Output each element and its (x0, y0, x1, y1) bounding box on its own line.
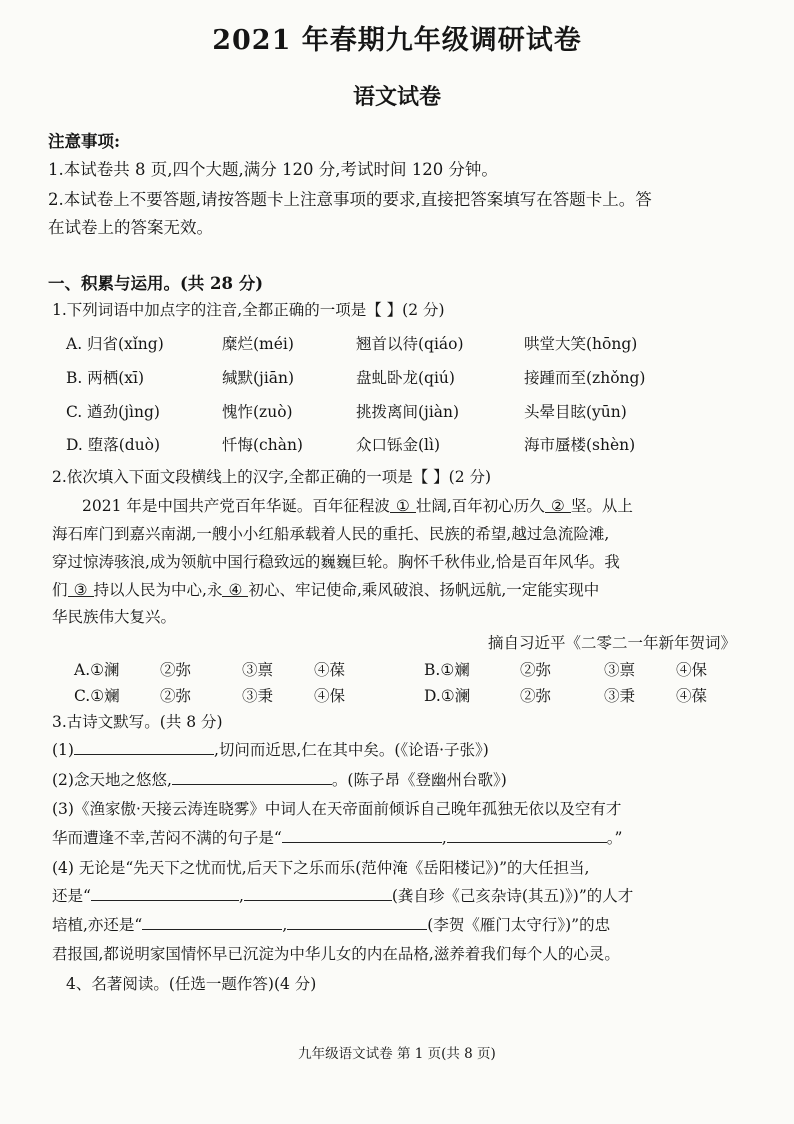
q2-option-b-2: ②弥 (520, 661, 552, 679)
q1-option-a-word-3: 翘首以待(qiáo) (356, 335, 464, 353)
q1-option-b-word-2: 缄默(jiān) (222, 369, 295, 387)
q2-option-d-2: ②弥 (520, 687, 552, 705)
q2-paragraph-line-5: 华民族伟大复兴。 (52, 608, 177, 626)
q3-blank[interactable] (282, 827, 442, 843)
q3-sentence-4-line-4: 君报国,都说明家国情怀早已沉淀为中华儿女的内在品格,滋养着我们每个人的心灵。 (52, 945, 620, 963)
q2-blank-1: ① (390, 497, 416, 513)
notice-heading: 注意事项: (48, 132, 121, 151)
q3-blank[interactable] (142, 914, 282, 930)
q1-option-a-word-2: 糜烂(méi) (222, 335, 294, 353)
q3-blank[interactable] (74, 739, 214, 755)
q2-blank-2: ② (545, 497, 571, 513)
q2-option-a-4: ④葆 (314, 661, 346, 679)
q3-text-segment: 。” (606, 829, 623, 847)
q1-option-b-word-1: B. 两栖(xī) (66, 369, 145, 387)
q3-text-segment: 。(陈子昂《登幽州台歌》) (331, 771, 507, 789)
q3-blank[interactable] (447, 827, 607, 843)
q2-text-segment: 持以人民为中心,永 (93, 581, 223, 599)
q3-blank[interactable] (91, 885, 239, 901)
q3-text-segment: , (441, 829, 447, 847)
q3-text-segment: (龚自珍《己亥杂诗(其五)》)”的人才 (391, 887, 634, 905)
q2-option-c-2: ②弥 (160, 687, 192, 705)
notice-item-2-line-2: 在试卷上的答案无效。 (48, 218, 213, 237)
q1-option-d-word-4: 海市蜃楼(shèn) (524, 436, 636, 454)
q3-stem: 3.古诗文默写。(共 8 分) (52, 713, 223, 731)
q2-text-segment: 初心、牢记使命,乘风破浪、扬帆远航,一定能实现中 (248, 581, 600, 599)
q1-option-c-word-4: 头晕目眩(yūn) (524, 403, 627, 421)
q3-sentence-2 (52, 768, 507, 790)
q3-text-segment: ,切问而近思,仁在其中矣。(《论语·子张》) (213, 741, 489, 759)
q3-sentence-1 (52, 738, 489, 760)
page-footer: 九年级语文试卷 第 1 页(共 8 页) (298, 1046, 496, 1062)
q1-option-a-word-4: 哄堂大笑(hōng) (524, 335, 638, 353)
q3-text-segment: (1) (52, 741, 74, 759)
q1-option-b-word-4: 接踵而至(zhǒng) (524, 369, 646, 387)
q2-option-c-3: ③秉 (242, 687, 274, 705)
exam-title: 2021 年春期九年级调研试卷 (212, 25, 582, 56)
q1-option-a-word-1: A. 归省(xǐng) (66, 335, 164, 353)
q3-blank[interactable] (244, 885, 392, 901)
q3-text-segment: 还是“ (52, 887, 91, 905)
q4-stem: 4、名著阅读。(任选一题作答)(4 分) (66, 975, 317, 993)
q2-option-a-2: ②弥 (160, 661, 192, 679)
q2-text-segment: 壮阔,百年初心历久 (415, 497, 545, 515)
q3-sentence-3-line-1: (3)《渔家傲·天接云涛连晓雾》中词人在天帝面前倾诉自己晚年孤独无依以及空有才 (52, 800, 622, 818)
q2-text-segment: 坚。从上 (570, 497, 633, 515)
q2-option-b-1: B.①斓 (424, 661, 470, 679)
q3-blank[interactable] (287, 914, 427, 930)
q2-blank-3: ③ (68, 581, 94, 597)
q2-option-c-4: ④保 (314, 687, 346, 705)
q1-stem: 1.下列词语中加点字的注音,全都正确的一项是【 】(2 分) (52, 301, 445, 319)
section-1-heading: 一、积累与运用。(共 28 分) (48, 274, 264, 293)
q2-option-b-4: ④保 (676, 661, 708, 679)
q2-option-d-4: ④葆 (676, 687, 708, 705)
q2-paragraph-line-1 (82, 494, 633, 516)
q2-option-b-3: ③禀 (604, 661, 636, 679)
q2-paragraph-line-4 (52, 578, 599, 600)
q3-blank[interactable] (172, 769, 332, 785)
q1-option-d-word-2: 忏悔(chàn) (222, 436, 303, 454)
q1-option-c-word-1: C. 遒劲(jìng) (66, 403, 160, 421)
q2-stem: 2.依次填入下面文段横线上的汉字,全都正确的一项是【 】(2 分) (52, 468, 492, 486)
q2-option-d-1: D.①澜 (424, 687, 471, 705)
q3-sentence-4-line-3 (52, 913, 610, 935)
q2-paragraph-line-3: 穿过惊涛骇浪,成为领航中国行稳致远的巍巍巨轮。胸怀千秋伟业,恰是百年风华。我 (52, 553, 620, 571)
q2-blank-4: ④ (222, 581, 248, 597)
q1-option-b-word-3: 盘虬卧龙(qiú) (356, 369, 455, 387)
exam-subtitle: 语文试卷 (352, 84, 441, 110)
q3-text-segment: (2)念天地之悠悠, (52, 771, 172, 789)
q1-option-c-word-2: 愧怍(zuò) (222, 403, 293, 421)
q3-text-segment: (李贺《雁门太守行》)”的忠 (427, 916, 611, 934)
q3-text-segment: 培植,亦还是“ (52, 916, 143, 934)
q2-text-segment: 们 (52, 581, 68, 599)
q2-paragraph-line-2: 海石库门到嘉兴南湖,一艘小小红船承载着人民的重托、民族的希望,越过急流险滩, (52, 525, 610, 543)
q1-option-c-word-3: 挑拨离间(jiàn) (356, 403, 460, 421)
q2-option-d-3: ③秉 (604, 687, 636, 705)
q3-sentence-4-line-2 (52, 884, 633, 906)
q1-option-d-word-1: D. 堕落(duò) (66, 436, 161, 454)
q2-text-segment: 2021 年是中国共产党百年华诞。百年征程波 (82, 497, 390, 515)
q2-option-c-1: C.①斓 (74, 687, 120, 705)
q2-option-a-3: ③禀 (242, 661, 274, 679)
notice-item-1: 1.本试卷共 8 页,四个大题,满分 120 分,考试时间 120 分钟。 (48, 160, 498, 179)
q2-option-a-1: A.①澜 (74, 661, 120, 679)
q3-text-segment: , (238, 887, 244, 905)
q3-text-segment: , (282, 916, 288, 934)
q2-source: 摘自习近平《二零二一年新年贺词》 (487, 634, 736, 652)
notice-item-2-line-1: 2.本试卷上不要答题,请按答题卡上注意事项的要求,直接把答案填写在答题卡上。答 (48, 190, 652, 209)
q3-sentence-4-line-1: (4) 无论是“先天下之忧而忧,后天下之乐而乐(范仲淹《岳阳楼记》)”的大任担当, (52, 859, 590, 877)
q1-option-d-word-3: 众口铄金(lì) (356, 436, 441, 454)
q3-sentence-3-line-2 (52, 826, 622, 848)
q3-text-segment: 华而遭逢不幸,苦闷不满的句子是“ (52, 829, 282, 847)
